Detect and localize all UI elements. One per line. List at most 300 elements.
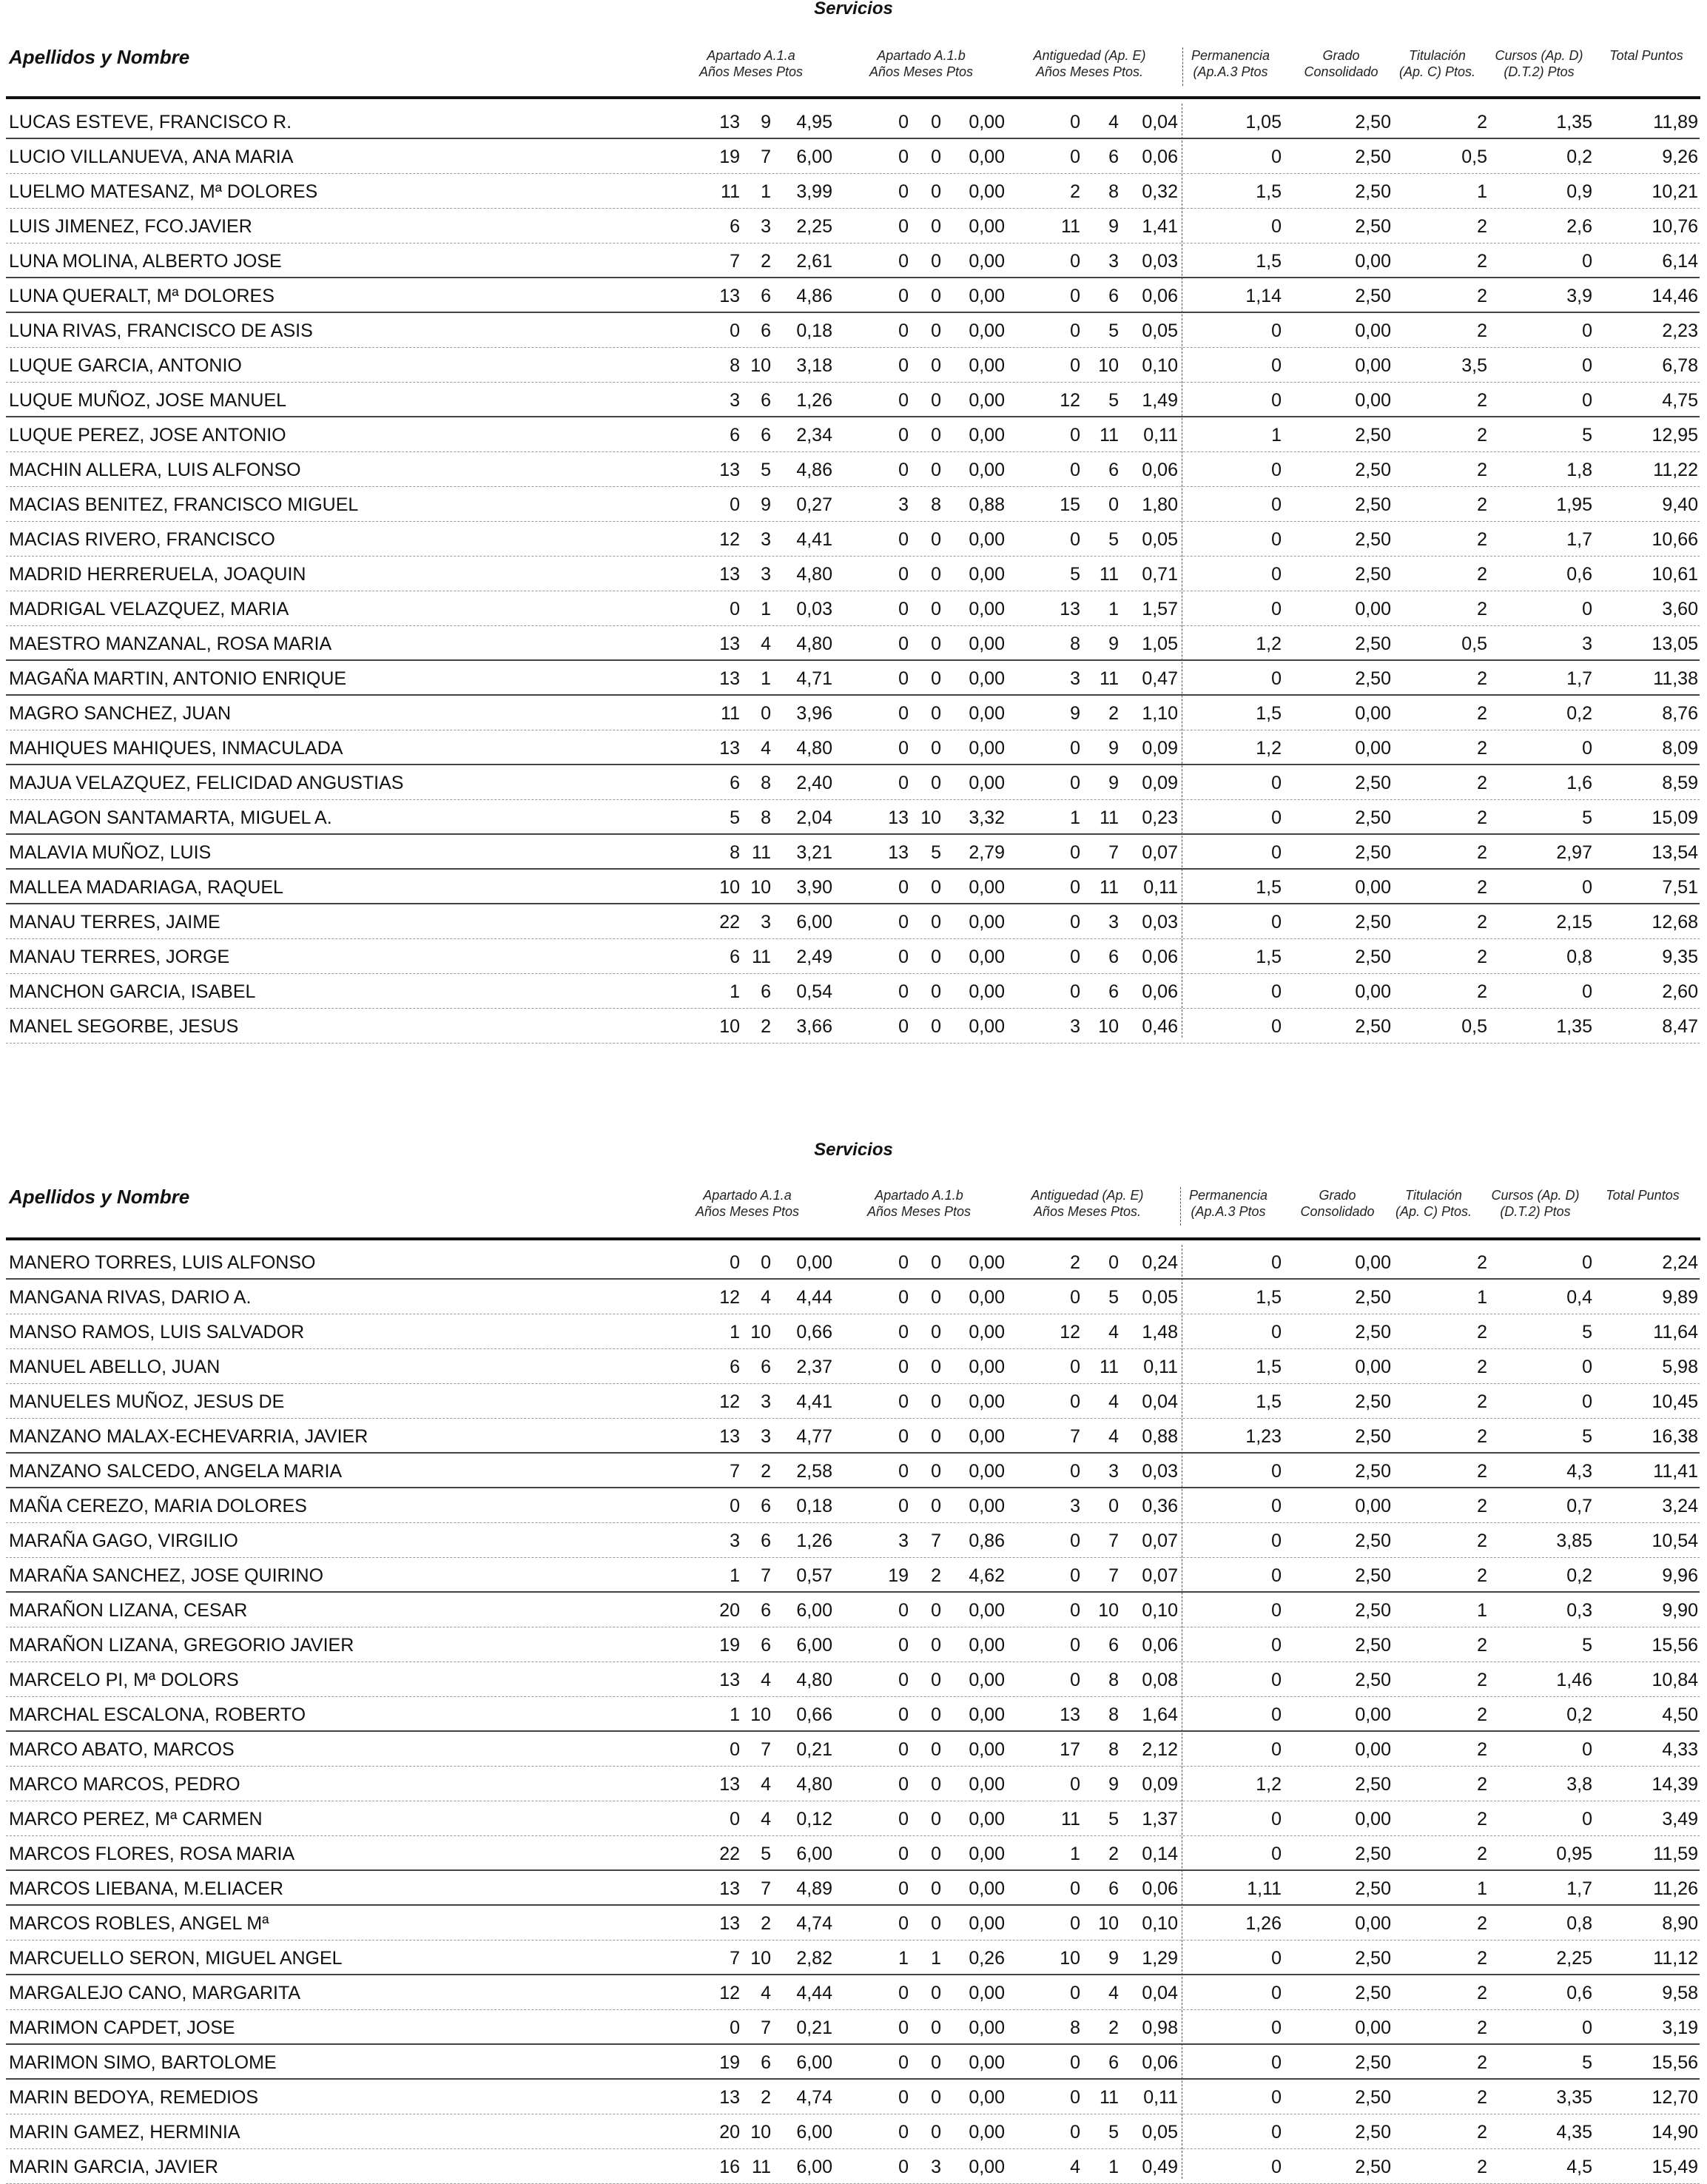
cell-ant-years: 0 bbox=[1070, 1600, 1080, 1621]
cell-a1a-months: 6 bbox=[761, 1357, 771, 1377]
cell-titulacion: 0,5 bbox=[1461, 1016, 1487, 1037]
cell-a1a-months: 4 bbox=[761, 1809, 771, 1829]
cell-cursos: 0 bbox=[1582, 251, 1592, 272]
cell-grado: 2,50 bbox=[1355, 842, 1391, 863]
cell-a1b-points: 0,00 bbox=[969, 425, 1005, 446]
table-row bbox=[0, 1009, 1707, 1044]
table-row bbox=[0, 348, 1707, 383]
cell-a1a-points: 3,18 bbox=[796, 355, 832, 376]
cell-total: 11,89 bbox=[1653, 112, 1698, 132]
cell-a1a-points: 3,21 bbox=[796, 842, 832, 863]
cell-titulacion: 2 bbox=[1477, 2122, 1487, 2143]
cell-total: 8,47 bbox=[1662, 1016, 1698, 1037]
cell-cursos: 1,46 bbox=[1556, 1670, 1592, 1690]
cell-a1a-years: 0 bbox=[730, 599, 740, 619]
cell-ant-points: 0,07 bbox=[1142, 1565, 1178, 1586]
cell-a1a-points: 4,80 bbox=[796, 564, 832, 585]
cell-ant-years: 0 bbox=[1070, 425, 1080, 446]
cell-ant-years: 0 bbox=[1070, 738, 1080, 759]
employee-name: MANZANO MALAX-ECHEVARRIA, JAVIER bbox=[9, 1426, 368, 1447]
cell-a1b-years: 0 bbox=[898, 1635, 909, 1656]
cell-a1a-months: 6 bbox=[761, 2052, 771, 2073]
cell-a1a-years: 1 bbox=[730, 1322, 740, 1343]
cell-grado: 0,00 bbox=[1355, 320, 1391, 341]
cell-ant-years: 3 bbox=[1070, 1016, 1080, 1037]
cell-ant-months: 1 bbox=[1108, 2157, 1119, 2177]
cell-ant-years: 10 bbox=[1060, 1948, 1080, 1969]
cell-permanencia: 0 bbox=[1271, 2017, 1282, 2038]
cell-titulacion: 2 bbox=[1477, 1670, 1487, 1690]
cell-a1a-years: 5 bbox=[730, 807, 740, 828]
cell-a1a-points: 4,44 bbox=[796, 1983, 832, 2003]
cell-ant-years: 17 bbox=[1060, 1739, 1080, 1760]
cell-cursos: 0 bbox=[1582, 390, 1592, 411]
table-row bbox=[0, 487, 1707, 522]
employee-name: MADRIGAL VELAZQUEZ, MARIA bbox=[9, 599, 289, 619]
cell-cursos: 1,7 bbox=[1566, 529, 1592, 550]
cell-ant-years: 0 bbox=[1070, 460, 1080, 480]
cell-a1b-months: 0 bbox=[931, 251, 941, 272]
cell-a1b-points: 0,00 bbox=[969, 1844, 1005, 1864]
cell-a1b-years: 0 bbox=[898, 1391, 909, 1412]
cell-cursos: 5 bbox=[1582, 1322, 1592, 1343]
cell-total: 12,68 bbox=[1652, 912, 1698, 933]
cell-ant-months: 5 bbox=[1108, 320, 1119, 341]
cell-a1a-points: 4,95 bbox=[796, 112, 832, 132]
cell-a1b-years: 0 bbox=[898, 1426, 909, 1447]
cell-ant-months: 4 bbox=[1108, 1426, 1119, 1447]
cell-grado: 0,00 bbox=[1355, 703, 1391, 724]
cell-a1a-points: 0,00 bbox=[796, 1252, 832, 1273]
cell-ant-years: 0 bbox=[1070, 1913, 1080, 1934]
cell-a1b-months: 0 bbox=[931, 2122, 941, 2143]
cell-a1a-years: 22 bbox=[719, 912, 740, 933]
employee-name: LUCAS ESTEVE, FRANCISCO R. bbox=[9, 112, 292, 132]
cell-ant-months: 11 bbox=[1100, 807, 1119, 828]
cell-ant-months: 8 bbox=[1108, 181, 1119, 202]
cell-permanencia: 1,23 bbox=[1245, 1426, 1282, 1447]
table-row bbox=[0, 2045, 1707, 2080]
cell-total: 2,24 bbox=[1662, 1252, 1698, 1273]
cell-cursos: 0 bbox=[1582, 1357, 1592, 1377]
cell-grado: 2,50 bbox=[1355, 147, 1391, 167]
cell-grado: 2,50 bbox=[1355, 2157, 1391, 2177]
table-row bbox=[0, 104, 1707, 139]
cell-permanencia: 1,05 bbox=[1245, 112, 1282, 132]
cell-a1a-months: 8 bbox=[761, 807, 771, 828]
cell-ant-months: 11 bbox=[1100, 668, 1119, 689]
cell-permanencia: 1 bbox=[1271, 425, 1282, 446]
cell-total: 9,89 bbox=[1662, 1287, 1698, 1308]
cell-grado: 2,50 bbox=[1355, 460, 1391, 480]
cell-grado: 2,50 bbox=[1355, 181, 1391, 202]
cell-ant-points: 0,04 bbox=[1142, 112, 1178, 132]
cell-grado: 2,50 bbox=[1355, 425, 1391, 446]
cell-total: 3,60 bbox=[1662, 599, 1698, 619]
column-header-total: Total Puntos bbox=[1609, 48, 1683, 63]
cell-a1a-points: 2,58 bbox=[796, 1461, 832, 1482]
table-row bbox=[0, 1906, 1707, 1941]
cell-ant-months: 11 bbox=[1100, 1357, 1119, 1377]
cell-a1a-months: 2 bbox=[761, 1913, 771, 1934]
cell-a1a-points: 0,66 bbox=[796, 1322, 832, 1343]
cell-cursos: 3,35 bbox=[1556, 2087, 1592, 2108]
cell-ant-points: 0,98 bbox=[1142, 2017, 1178, 2038]
cell-titulacion: 2 bbox=[1477, 1809, 1487, 1829]
cell-titulacion: 2 bbox=[1477, 216, 1487, 237]
cell-cursos: 1,8 bbox=[1566, 460, 1592, 480]
cell-cursos: 2,6 bbox=[1566, 216, 1592, 237]
cell-ant-points: 0,04 bbox=[1142, 1391, 1178, 1412]
cell-a1a-months: 2 bbox=[761, 2087, 771, 2108]
cell-ant-years: 12 bbox=[1060, 390, 1080, 411]
cell-a1b-years: 3 bbox=[898, 1531, 909, 1551]
cell-titulacion: 2 bbox=[1477, 1461, 1487, 1482]
cell-titulacion: 1 bbox=[1477, 181, 1487, 202]
cell-titulacion: 0,5 bbox=[1461, 147, 1487, 167]
cell-a1a-points: 4,41 bbox=[796, 529, 832, 550]
cell-a1a-months: 6 bbox=[761, 1496, 771, 1516]
table-row bbox=[0, 383, 1707, 417]
cell-a1b-points: 0,00 bbox=[969, 1287, 1005, 1308]
cell-ant-years: 0 bbox=[1070, 877, 1080, 898]
employee-name: MARCUELLO SERON, MIGUEL ANGEL bbox=[9, 1948, 343, 1969]
cell-ant-points: 0,09 bbox=[1142, 1774, 1178, 1795]
cell-ant-months: 10 bbox=[1098, 355, 1119, 376]
table-row bbox=[0, 2080, 1707, 2114]
cell-ant-years: 0 bbox=[1070, 773, 1080, 793]
cell-permanencia: 0 bbox=[1271, 807, 1282, 828]
cell-a1b-years: 0 bbox=[898, 668, 909, 689]
cell-ant-months: 7 bbox=[1108, 842, 1119, 863]
column-header-permanencia: Permanencia (Ap.A.3 Ptos bbox=[1188, 1188, 1268, 1219]
cell-total: 10,61 bbox=[1652, 564, 1698, 585]
cell-grado: 2,50 bbox=[1355, 564, 1391, 585]
cell-ant-years: 11 bbox=[1061, 216, 1080, 237]
cell-a1a-years: 0 bbox=[730, 1739, 740, 1760]
cell-a1b-months: 0 bbox=[931, 912, 941, 933]
cell-ant-years: 11 bbox=[1061, 1809, 1080, 1829]
cell-a1b-years: 0 bbox=[898, 738, 909, 759]
cell-permanencia: 1,2 bbox=[1256, 634, 1282, 654]
table-row bbox=[0, 1593, 1707, 1627]
cell-a1b-points: 0,00 bbox=[969, 320, 1005, 341]
cell-titulacion: 2 bbox=[1477, 599, 1487, 619]
table-row bbox=[0, 1314, 1707, 1349]
cell-a1b-years: 0 bbox=[898, 251, 909, 272]
cell-a1b-points: 0,00 bbox=[969, 216, 1005, 237]
cell-ant-points: 1,05 bbox=[1142, 634, 1178, 654]
cell-a1b-months: 0 bbox=[931, 460, 941, 480]
table-row bbox=[0, 904, 1707, 939]
cell-permanencia: 0 bbox=[1271, 981, 1282, 1002]
cell-a1a-points: 3,99 bbox=[796, 181, 832, 202]
cell-grado: 2,50 bbox=[1355, 807, 1391, 828]
cell-a1b-years: 3 bbox=[898, 494, 909, 515]
table-row bbox=[0, 1558, 1707, 1593]
cell-permanencia: 0 bbox=[1271, 1565, 1282, 1586]
cell-a1b-points: 0,00 bbox=[969, 1600, 1005, 1621]
cell-permanencia: 0 bbox=[1271, 1322, 1282, 1343]
table-row bbox=[0, 452, 1707, 487]
cell-a1a-months: 5 bbox=[761, 1844, 771, 1864]
table-row bbox=[0, 2114, 1707, 2149]
cell-ant-months: 10 bbox=[1098, 1016, 1119, 1037]
employee-name: MARCHAL ESCALONA, ROBERTO bbox=[9, 1704, 306, 1725]
cell-ant-points: 0,10 bbox=[1142, 1913, 1178, 1934]
cell-permanencia: 0 bbox=[1271, 668, 1282, 689]
cell-a1b-years: 1 bbox=[898, 1948, 909, 1969]
employee-name: MAHIQUES MAHIQUES, INMACULADA bbox=[9, 738, 343, 759]
cell-titulacion: 2 bbox=[1477, 1322, 1487, 1343]
cell-a1b-points: 0,88 bbox=[969, 494, 1005, 515]
cell-a1b-years: 0 bbox=[898, 1496, 909, 1516]
column-header-cursos: Cursos (Ap. D) (D.T.2) Ptos bbox=[1491, 1188, 1580, 1219]
table-row bbox=[0, 1523, 1707, 1558]
cell-ant-points: 0,11 bbox=[1143, 1357, 1178, 1377]
cell-cursos: 0,95 bbox=[1556, 1844, 1592, 1864]
cell-ant-months: 9 bbox=[1108, 1774, 1119, 1795]
cell-permanencia: 0 bbox=[1271, 2122, 1282, 2143]
cell-a1a-years: 12 bbox=[719, 1391, 740, 1412]
employee-name: MADRID HERRERUELA, JOAQUIN bbox=[9, 564, 306, 585]
cell-a1b-points: 2,79 bbox=[969, 842, 1005, 863]
cell-a1b-years: 0 bbox=[898, 529, 909, 550]
cell-a1a-years: 11 bbox=[721, 703, 740, 724]
cell-permanencia: 0 bbox=[1271, 2052, 1282, 2073]
cell-ant-months: 11 bbox=[1100, 564, 1119, 585]
table-row bbox=[0, 522, 1707, 557]
cell-total: 10,66 bbox=[1652, 529, 1698, 550]
cell-a1a-years: 6 bbox=[730, 947, 740, 967]
cell-ant-months: 11 bbox=[1100, 425, 1119, 446]
cell-a1a-points: 6,00 bbox=[796, 1844, 832, 1864]
cell-cursos: 0,2 bbox=[1566, 1704, 1592, 1725]
cell-total: 8,76 bbox=[1662, 703, 1698, 724]
cell-a1a-months: 4 bbox=[761, 1287, 771, 1308]
cell-a1a-points: 4,74 bbox=[796, 1913, 832, 1934]
cell-a1a-years: 13 bbox=[719, 1913, 740, 1934]
cell-grado: 0,00 bbox=[1355, 1739, 1391, 1760]
cell-a1a-months: 10 bbox=[750, 1322, 771, 1343]
cell-total: 7,51 bbox=[1662, 877, 1698, 898]
column-header-permanencia: Permanencia (Ap.A.3 Ptos bbox=[1191, 48, 1270, 79]
cell-permanencia: 0 bbox=[1271, 1496, 1282, 1516]
cell-ant-months: 9 bbox=[1108, 634, 1119, 654]
cell-ant-points: 1,64 bbox=[1142, 1704, 1178, 1725]
cell-cursos: 0,3 bbox=[1566, 1600, 1592, 1621]
cell-ant-points: 0,06 bbox=[1142, 947, 1178, 967]
table-row bbox=[0, 1941, 1707, 1975]
cell-cursos: 0 bbox=[1582, 1252, 1592, 1273]
cell-permanencia: 0 bbox=[1271, 1016, 1282, 1037]
cell-a1b-points: 0,00 bbox=[969, 1774, 1005, 1795]
employee-name: MARAÑON LIZANA, GREGORIO JAVIER bbox=[9, 1635, 354, 1656]
cell-a1b-years: 0 bbox=[898, 112, 909, 132]
cell-a1b-months: 3 bbox=[931, 2157, 941, 2177]
cell-a1b-months: 0 bbox=[931, 1287, 941, 1308]
cell-a1a-points: 2,04 bbox=[796, 807, 832, 828]
cell-titulacion: 2 bbox=[1477, 1844, 1487, 1864]
table-row bbox=[0, 243, 1707, 278]
cell-ant-months: 3 bbox=[1108, 912, 1119, 933]
cell-total: 5,98 bbox=[1662, 1357, 1698, 1377]
cell-ant-points: 0,23 bbox=[1142, 807, 1178, 828]
cell-ant-points: 0,24 bbox=[1142, 1252, 1178, 1273]
cell-ant-months: 0 bbox=[1108, 494, 1119, 515]
cell-a1a-points: 0,03 bbox=[796, 599, 832, 619]
table-row bbox=[0, 313, 1707, 348]
cell-a1a-months: 4 bbox=[761, 1774, 771, 1795]
cell-a1a-months: 7 bbox=[761, 1739, 771, 1760]
cell-ant-months: 2 bbox=[1108, 703, 1119, 724]
cell-a1a-years: 1 bbox=[730, 1704, 740, 1725]
cell-a1a-points: 4,44 bbox=[796, 1287, 832, 1308]
cell-grado: 2,50 bbox=[1355, 1531, 1391, 1551]
cell-ant-points: 1,10 bbox=[1142, 703, 1178, 724]
cell-a1a-points: 2,37 bbox=[796, 1357, 832, 1377]
cell-a1b-years: 0 bbox=[898, 181, 909, 202]
cell-permanencia: 0 bbox=[1271, 912, 1282, 933]
cell-grado: 0,00 bbox=[1355, 1252, 1391, 1273]
table-row bbox=[0, 1419, 1707, 1454]
cell-a1b-months: 0 bbox=[931, 1670, 941, 1690]
cell-titulacion: 2 bbox=[1477, 286, 1487, 306]
cell-a1a-points: 4,80 bbox=[796, 738, 832, 759]
employee-name: MACIAS RIVERO, FRANCISCO bbox=[9, 529, 275, 550]
cell-ant-years: 0 bbox=[1070, 112, 1080, 132]
cell-titulacion: 1 bbox=[1477, 1287, 1487, 1308]
cell-a1b-years: 0 bbox=[898, 216, 909, 237]
cell-a1b-years: 0 bbox=[898, 1913, 909, 1934]
cell-grado: 0,00 bbox=[1355, 981, 1391, 1002]
cell-titulacion: 2 bbox=[1477, 494, 1487, 515]
cell-titulacion: 2 bbox=[1477, 1496, 1487, 1516]
cell-grado: 2,50 bbox=[1355, 947, 1391, 967]
cell-a1b-years: 0 bbox=[898, 147, 909, 167]
cell-a1a-points: 4,41 bbox=[796, 1391, 832, 1412]
cell-permanencia: 0 bbox=[1271, 773, 1282, 793]
employee-name: MARCELO PI, Mª DOLORS bbox=[9, 1670, 239, 1690]
cell-ant-points: 0,49 bbox=[1142, 2157, 1178, 2177]
cell-a1b-years: 19 bbox=[888, 1565, 909, 1586]
cell-grado: 2,50 bbox=[1355, 1948, 1391, 1969]
cell-cursos: 2,15 bbox=[1556, 912, 1592, 933]
employee-name: MAGAÑA MARTIN, ANTONIO ENRIQUE bbox=[9, 668, 347, 689]
cell-a1a-months: 2 bbox=[761, 1461, 771, 1482]
cell-a1a-points: 0,21 bbox=[796, 2017, 832, 2038]
cell-cursos: 0,8 bbox=[1566, 1913, 1592, 1934]
cell-a1b-points: 0,00 bbox=[969, 1426, 1005, 1447]
cell-a1b-points: 0,00 bbox=[969, 355, 1005, 376]
cell-a1a-points: 0,21 bbox=[796, 1739, 832, 1760]
cell-ant-points: 1,29 bbox=[1142, 1948, 1178, 1969]
cell-ant-points: 0,09 bbox=[1142, 773, 1178, 793]
cell-titulacion: 2 bbox=[1477, 807, 1487, 828]
cell-ant-months: 6 bbox=[1108, 286, 1119, 306]
cell-a1a-months: 7 bbox=[761, 147, 771, 167]
employee-name: LUCIO VILLANUEVA, ANA MARIA bbox=[9, 147, 294, 167]
employee-name: LUQUE MUÑOZ, JOSE MANUEL bbox=[9, 390, 287, 411]
header-rule bbox=[6, 96, 1700, 99]
cell-total: 15,49 bbox=[1652, 2157, 1698, 2177]
cell-a1b-points: 0,00 bbox=[969, 1016, 1005, 1037]
cell-ant-years: 0 bbox=[1070, 2087, 1080, 2108]
cell-total: 4,50 bbox=[1662, 1704, 1698, 1725]
cell-a1b-years: 0 bbox=[898, 1704, 909, 1725]
cell-permanencia: 0 bbox=[1271, 1739, 1282, 1760]
cell-a1b-months: 0 bbox=[931, 668, 941, 689]
cell-ant-years: 0 bbox=[1070, 320, 1080, 341]
cell-a1b-points: 0,00 bbox=[969, 634, 1005, 654]
cell-a1a-years: 3 bbox=[730, 390, 740, 411]
table-row bbox=[0, 1662, 1707, 1697]
table-row bbox=[0, 974, 1707, 1009]
cell-cursos: 2,97 bbox=[1556, 842, 1592, 863]
cell-ant-years: 8 bbox=[1070, 634, 1080, 654]
cell-a1a-years: 13 bbox=[719, 286, 740, 306]
cell-titulacion: 2 bbox=[1477, 1357, 1487, 1377]
cell-a1b-months: 0 bbox=[931, 1496, 941, 1516]
cell-a1b-points: 0,00 bbox=[969, 1461, 1005, 1482]
cell-cursos: 0 bbox=[1582, 2017, 1592, 2038]
cell-a1b-years: 13 bbox=[888, 842, 909, 863]
cell-a1a-months: 11 bbox=[752, 842, 771, 863]
cell-titulacion: 2 bbox=[1477, 1739, 1487, 1760]
cell-a1b-points: 0,00 bbox=[969, 2052, 1005, 2073]
cell-grado: 2,50 bbox=[1355, 1600, 1391, 1621]
cell-permanencia: 0 bbox=[1271, 1670, 1282, 1690]
cell-grado: 2,50 bbox=[1355, 112, 1391, 132]
cell-permanencia: 0 bbox=[1271, 1983, 1282, 2003]
cell-permanencia: 0 bbox=[1271, 1600, 1282, 1621]
cell-titulacion: 2 bbox=[1477, 2052, 1487, 2073]
cell-grado: 2,50 bbox=[1355, 1461, 1391, 1482]
cell-permanencia: 0 bbox=[1271, 1844, 1282, 1864]
cell-total: 9,96 bbox=[1662, 1565, 1698, 1586]
cell-a1a-years: 10 bbox=[719, 877, 740, 898]
table-row bbox=[0, 1627, 1707, 1662]
cell-ant-points: 0,05 bbox=[1142, 2122, 1178, 2143]
cell-ant-months: 2 bbox=[1108, 1844, 1119, 1864]
cell-a1b-years: 0 bbox=[898, 1287, 909, 1308]
cell-a1a-points: 6,00 bbox=[796, 2052, 832, 2073]
cell-ant-points: 0,36 bbox=[1142, 1496, 1178, 1516]
cell-a1a-years: 13 bbox=[719, 1426, 740, 1447]
cell-total: 11,26 bbox=[1653, 1878, 1698, 1899]
cell-a1b-years: 0 bbox=[898, 2122, 909, 2143]
cell-grado: 2,50 bbox=[1355, 773, 1391, 793]
employee-name: MANSO RAMOS, LUIS SALVADOR bbox=[9, 1322, 305, 1343]
cell-a1b-years: 0 bbox=[898, 1739, 909, 1760]
cell-a1b-years: 0 bbox=[898, 425, 909, 446]
employee-name: MAÑA CEREZO, MARIA DOLORES bbox=[9, 1496, 307, 1516]
cell-titulacion: 2 bbox=[1477, 2157, 1487, 2177]
cell-total: 9,40 bbox=[1662, 494, 1698, 515]
column-header-total: Total Puntos bbox=[1606, 1188, 1680, 1203]
cell-ant-months: 2 bbox=[1108, 2017, 1119, 2038]
cell-cursos: 2,25 bbox=[1556, 1948, 1592, 1969]
cell-ant-years: 0 bbox=[1070, 1878, 1080, 1899]
cell-a1b-years: 0 bbox=[898, 1809, 909, 1829]
cell-permanencia: 0 bbox=[1271, 2157, 1282, 2177]
employee-name: LUIS JIMENEZ, FCO.JAVIER bbox=[9, 216, 252, 237]
cell-a1b-months: 0 bbox=[931, 773, 941, 793]
cell-permanencia: 0 bbox=[1271, 216, 1282, 237]
cell-ant-years: 7 bbox=[1070, 1426, 1080, 1447]
cell-a1b-years: 0 bbox=[898, 1600, 909, 1621]
cell-a1b-years: 0 bbox=[898, 912, 909, 933]
